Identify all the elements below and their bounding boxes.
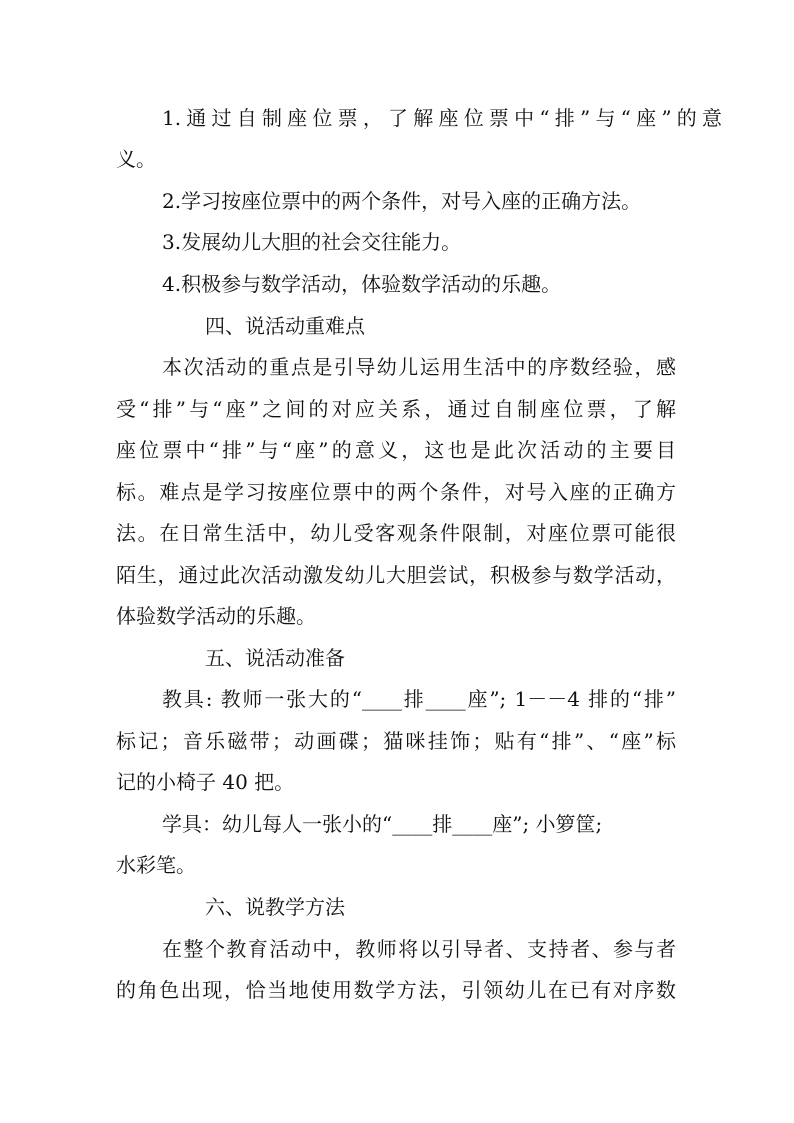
paragraph-line: 的角色出现，恰当地使用数学方法，引领幼儿在已有对序数 <box>116 978 676 1002</box>
goal-2: 2.学习按座位票中的两个条件，对号入座的正确方法。 <box>162 189 642 213</box>
goal-1-line-1: 1.通过自制座位票，了解座位票中“排”与“座”的意 <box>162 106 722 130</box>
learning-aids-line-2: 水彩笔。 <box>116 853 196 877</box>
teaching-aids-line-3: 记的小椅子 40 把。 <box>116 770 295 794</box>
goal-1-line-2: 义。 <box>116 147 156 171</box>
paragraph-line: 标。难点是学习按座位票中的两个条件，对号入座的正确方 <box>116 480 676 504</box>
teaching-aids-line-2: 标记；音乐磁带；动画碟；猫咪挂饰；贴有“排”、“座”标 <box>116 729 676 753</box>
section-heading-5: 五、说活动准备 <box>205 646 345 670</box>
paragraph-line: 本次活动的重点是引导幼儿运用生活中的序数经验，感 <box>162 355 676 379</box>
paragraph-line: 在整个教育活动中，教师将以引导者、支持者、参与者 <box>162 937 676 961</box>
paragraph-line: 法。在日常生活中，幼儿受客观条件限制，对座位票可能很 <box>116 521 676 545</box>
paragraph-line: 陌生，通过此次活动激发幼儿大胆尝试，积极参与数学活动， <box>116 563 676 587</box>
paragraph-line: 座位票中“排”与“座”的意义，这也是此次活动的主要目 <box>116 438 676 462</box>
goal-4: 4.积极参与数学活动，体验数学活动的乐趣。 <box>162 272 562 296</box>
section-heading-4: 四、说活动重难点 <box>205 314 365 338</box>
paragraph-line: 体验数学活动的乐趣。 <box>116 604 316 628</box>
teaching-aids-line-1: 教具: 教师一张大的“____排____座”; 1－－4 排的“排” <box>162 687 676 711</box>
learning-aids-line-1: 学具：幼儿每人一张小的“____排____座”; 小箩筐; <box>162 812 603 836</box>
section-heading-6: 六、说教学方法 <box>205 895 345 919</box>
paragraph-line: 受“排”与“座”之间的对应关系，通过自制座位票，了解 <box>116 397 676 421</box>
goal-3: 3.发展幼儿大胆的社会交往能力。 <box>162 230 462 254</box>
